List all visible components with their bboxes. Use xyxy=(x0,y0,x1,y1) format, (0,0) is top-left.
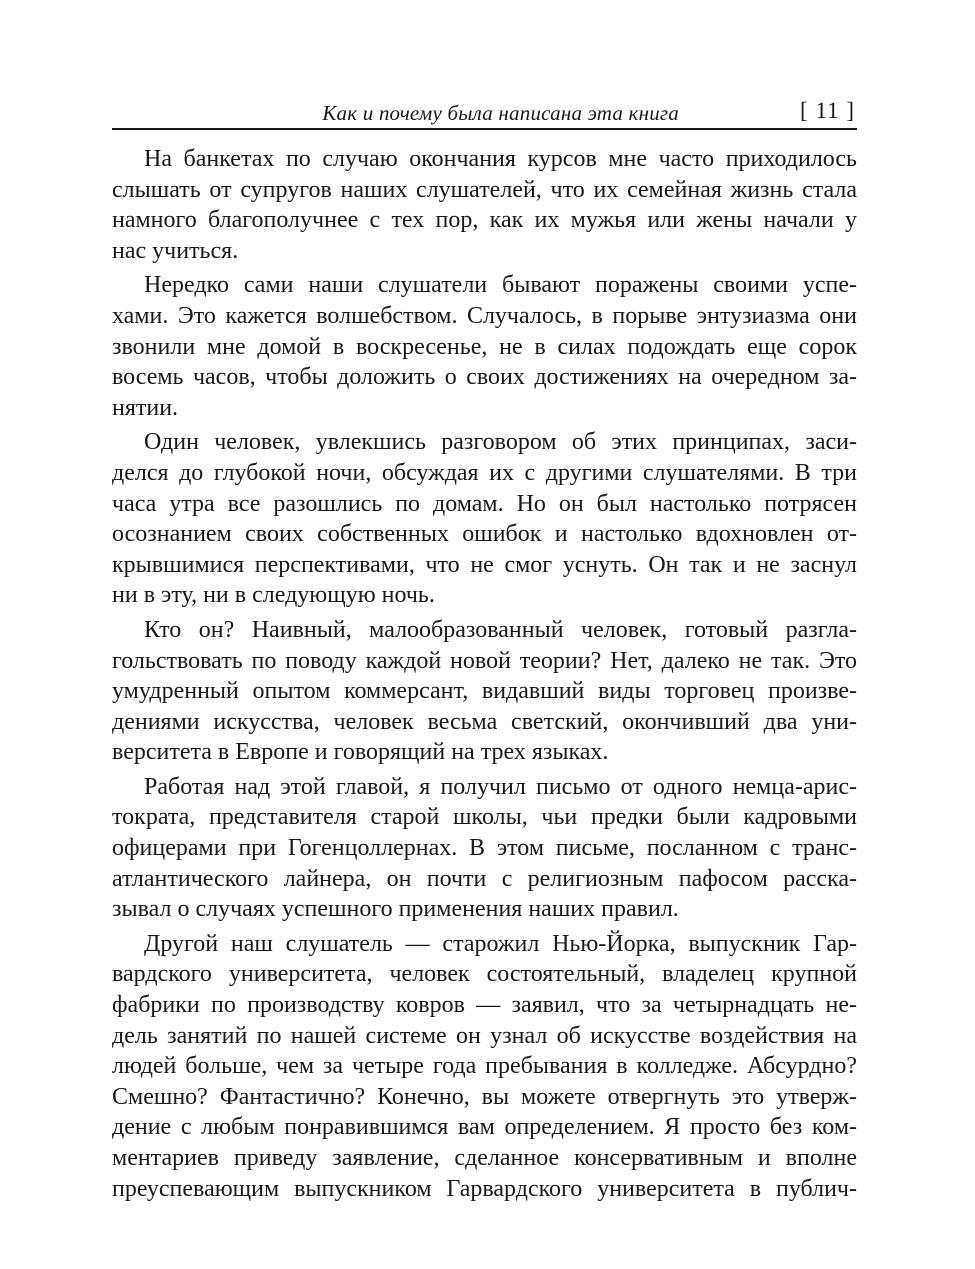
text-line: умудренный опытом коммерсант, видавший виды торговец произве- xyxy=(112,678,857,705)
body-text xyxy=(112,144,857,1204)
text-line: восемь часов, чтобы доложить о своих достижениях на очередном за- xyxy=(112,364,857,391)
text-line: Кто он? Наивный, малообразованный человек, готовый разгла- xyxy=(144,616,857,643)
paragraph xyxy=(112,270,857,423)
text-line: зывал о случаях успешного применения наших правил. xyxy=(112,896,679,923)
text-line: На банкетах по случаю окончания курсов мне часто приходилось xyxy=(144,146,857,172)
paragraph xyxy=(112,615,857,768)
text-line: звонили мне домой в воскресенье, не в силах подождать еще сорок xyxy=(112,333,857,360)
text-line: часа утра все разошлись по домам. Но он был настолько потрясен xyxy=(112,490,857,517)
text-line: верситета в Европе и говорящий на трех языках. xyxy=(112,739,609,766)
book-page xyxy=(112,92,857,1204)
text-line: офицерами при Гогенцоллернах. В этом письме, посланном с транс- xyxy=(112,835,857,862)
text-line: гольствовать по поводу каждой новой теории? Нет, далеко не так. Это xyxy=(112,647,857,674)
text-line: нас учиться. xyxy=(112,237,239,264)
paragraph xyxy=(112,427,857,611)
text-line: вардского университета, человек состоятельный, владелец крупной xyxy=(112,961,857,988)
text-line: Один человек, увлекшись разговором об этих принципах, заси- xyxy=(144,429,857,456)
text-line: атлантического лайнера, он почти с религиозным пафосом расска- xyxy=(112,865,857,892)
text-line: преуспевающим выпускником Гарвардского университета в публич- xyxy=(112,1175,857,1202)
text-line: Работая над этой главой, я получил письмо от одного немца-арис- xyxy=(144,773,857,800)
page-number: [ 11 ] xyxy=(800,98,855,123)
text-line: Другой наш слушатель — старожил Нью-Йорка, выпускник Гар- xyxy=(144,930,857,957)
text-line: дение с любым понравившимся вам определением. Я просто без ком- xyxy=(112,1114,857,1141)
text-line: дениями искусства, человек весьма светский, окончивший два уни- xyxy=(112,708,857,735)
text-line: дель занятий по нашей системе он узнал об искусстве воздействия на xyxy=(112,1022,857,1049)
paragraph xyxy=(112,929,857,1204)
text-line: ни в эту, ни в следующую ночь. xyxy=(112,582,435,609)
text-line: Нередко сами наши слушатели бывают поражены своими успе- xyxy=(144,272,857,299)
text-line: крывшимися перспективами, что не смог уснуть. Он так и не заснул xyxy=(112,551,857,578)
text-line: хами. Это кажется волшебством. Случалось, в порыве энтузиазма они xyxy=(112,302,857,329)
text-line: осознанием своих собственных ошибок и настолько вдохновлен от- xyxy=(112,521,857,548)
text-line: намного благополучнее с тех пор, как их мужья или жены начали у xyxy=(112,207,857,234)
text-line: фабрики по производству ковров — заявил, что за четырнадцать не- xyxy=(112,992,857,1019)
running-title: Как и почему была написана эта книга xyxy=(322,101,679,125)
text-line: делся до глубокой ночи, обсуждая их с другими слушателями. В три xyxy=(112,459,857,486)
running-header xyxy=(112,92,857,130)
paragraph xyxy=(112,144,857,266)
text-line: слышать от супругов наших слушателей, что их семейная жизнь стала xyxy=(112,176,857,203)
text-line: Смешно? Фантастично? Конечно, вы можете отвергнуть это утверж- xyxy=(112,1083,857,1110)
text-line: ментариев приведу заявление, сделанное консервативным и вполне xyxy=(112,1145,857,1171)
text-line: людей больше, чем за четыре года пребывания в колледже. Абсурдно? xyxy=(112,1053,857,1080)
paragraph xyxy=(112,772,857,925)
text-line: нятии. xyxy=(112,394,179,421)
text-line: тократа, представителя старой школы, чьи предки были кадровыми xyxy=(112,804,857,831)
